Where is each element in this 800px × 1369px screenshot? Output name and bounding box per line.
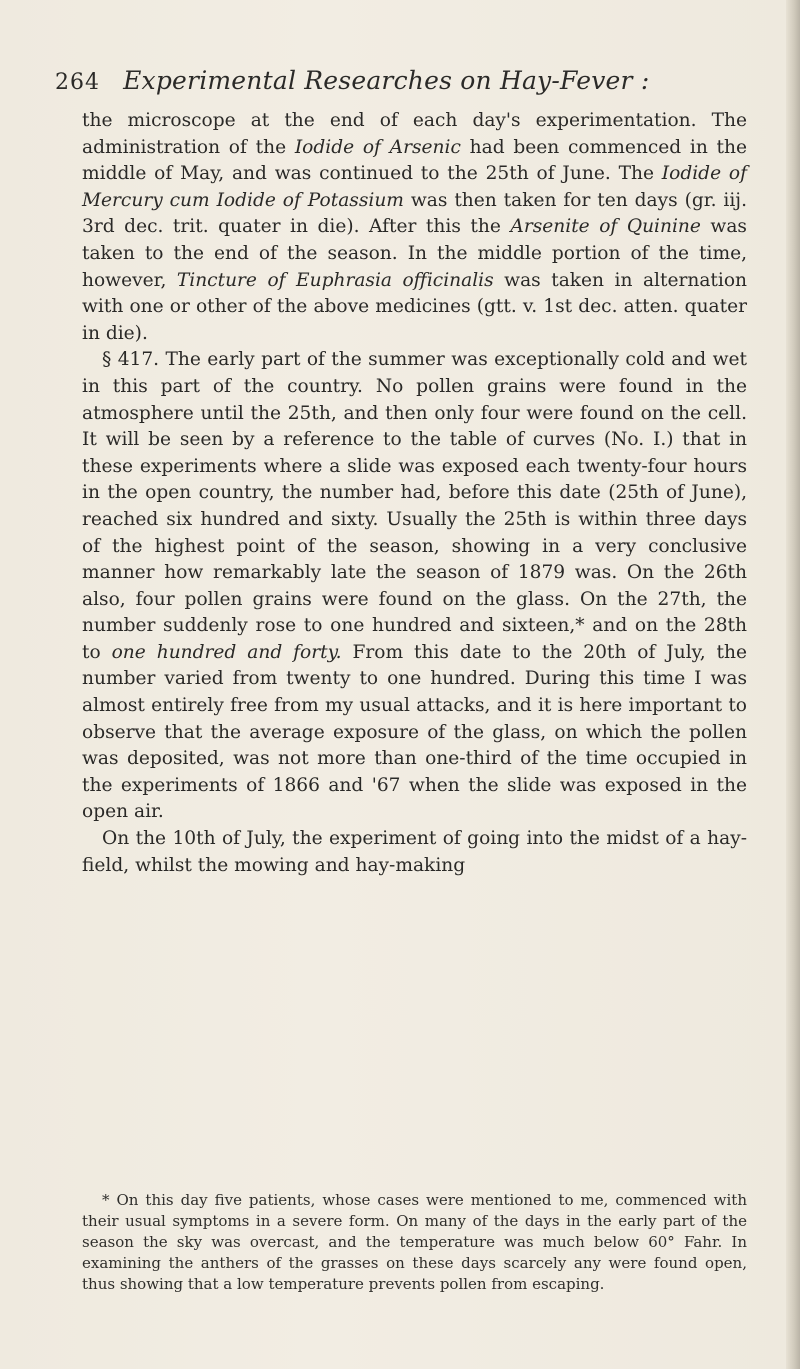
text-run: was taken to the end of the season. In the middle portion of the time, however, [82,216,747,291]
italic-term: Iodide of Mercury cum Iodide of Potassium [82,163,747,211]
body-text [82,108,747,879]
text-run: was taken in alternation with one or other of the above medicines (gtt. v. 1st dec. atten. quater in die). [82,269,747,344]
italic-term: Iodide of Arsenic [294,136,461,158]
page-number: 264 [55,70,100,95]
text-run: On the 10th of July, the experiment of going into the midst of a hay-field, whilst the mowing and hay-making [82,828,747,876]
text-run: the microscope at the end of each day's experimentation. The administration of the [82,110,747,158]
text-run: was then taken for ten days (gr. iij. 3rd dec. trit. quater in die). After this the [82,189,747,238]
footnote-text: * On this day five patients, whose cases were mentioned to me, commenced with their usual symptoms in a severe form. On many of the days in the early part of the season the sky was overcast, and the temperature was much below 60° Fahr. In examining the anthers of the grasses on these days scarcely any were found open, thus showing that a low temperature prevents pollen from escaping. [82,1191,747,1293]
text-run: From this date to the 20th of July, the number varied from twenty to one hundred. During this time I was almost entirely free from my usual attacks, and it is here important to observe that the average exposure of the glass, on which the pollen was deposited, was not more than one-third of the time occupied in the experiments of 1866 and '67 when the slide was exposed in the open air. [82,641,748,823]
page-header [55,66,649,95]
footnote [82,1190,747,1295]
text-run: had been commenced in the middle of May, and was continued to the 25th of June. The [82,136,747,185]
paragraph-section-417 [82,347,747,826]
paragraph-continued [82,108,747,347]
italic-term: Arsenite of Quinine [510,216,701,238]
italic-term: one hundred and forty. [111,641,342,663]
italic-term: Tincture of Euphrasia officinalis [176,269,494,291]
page-edge-shadow [786,0,800,1369]
paragraph-july-10 [82,826,747,879]
running-title: Experimental Researches on Hay-Fever : [123,66,650,95]
text-run: § 417. The early part of the summer was exceptionally cold and wet in this part of the country. No pollen grains were found in the atmosphere until the 25th, and then only four were found on the cell. It will be seen by a reference to the table of curves (No. I.) that in these experiments where a slide was exposed each twenty-four hours in the open country, the number had, before this date (25th of June), reached six hundred and sixty. Usually the 25th is within three days of the highest point of the season, showing in a very conclusive manner how remarkably late the season of 1879 was. On the 26th also, four pollen grains were found on the glass. On the 27th, the number suddenly rose to one hundred and sixteen,* and on the 28th to [82,349,747,663]
